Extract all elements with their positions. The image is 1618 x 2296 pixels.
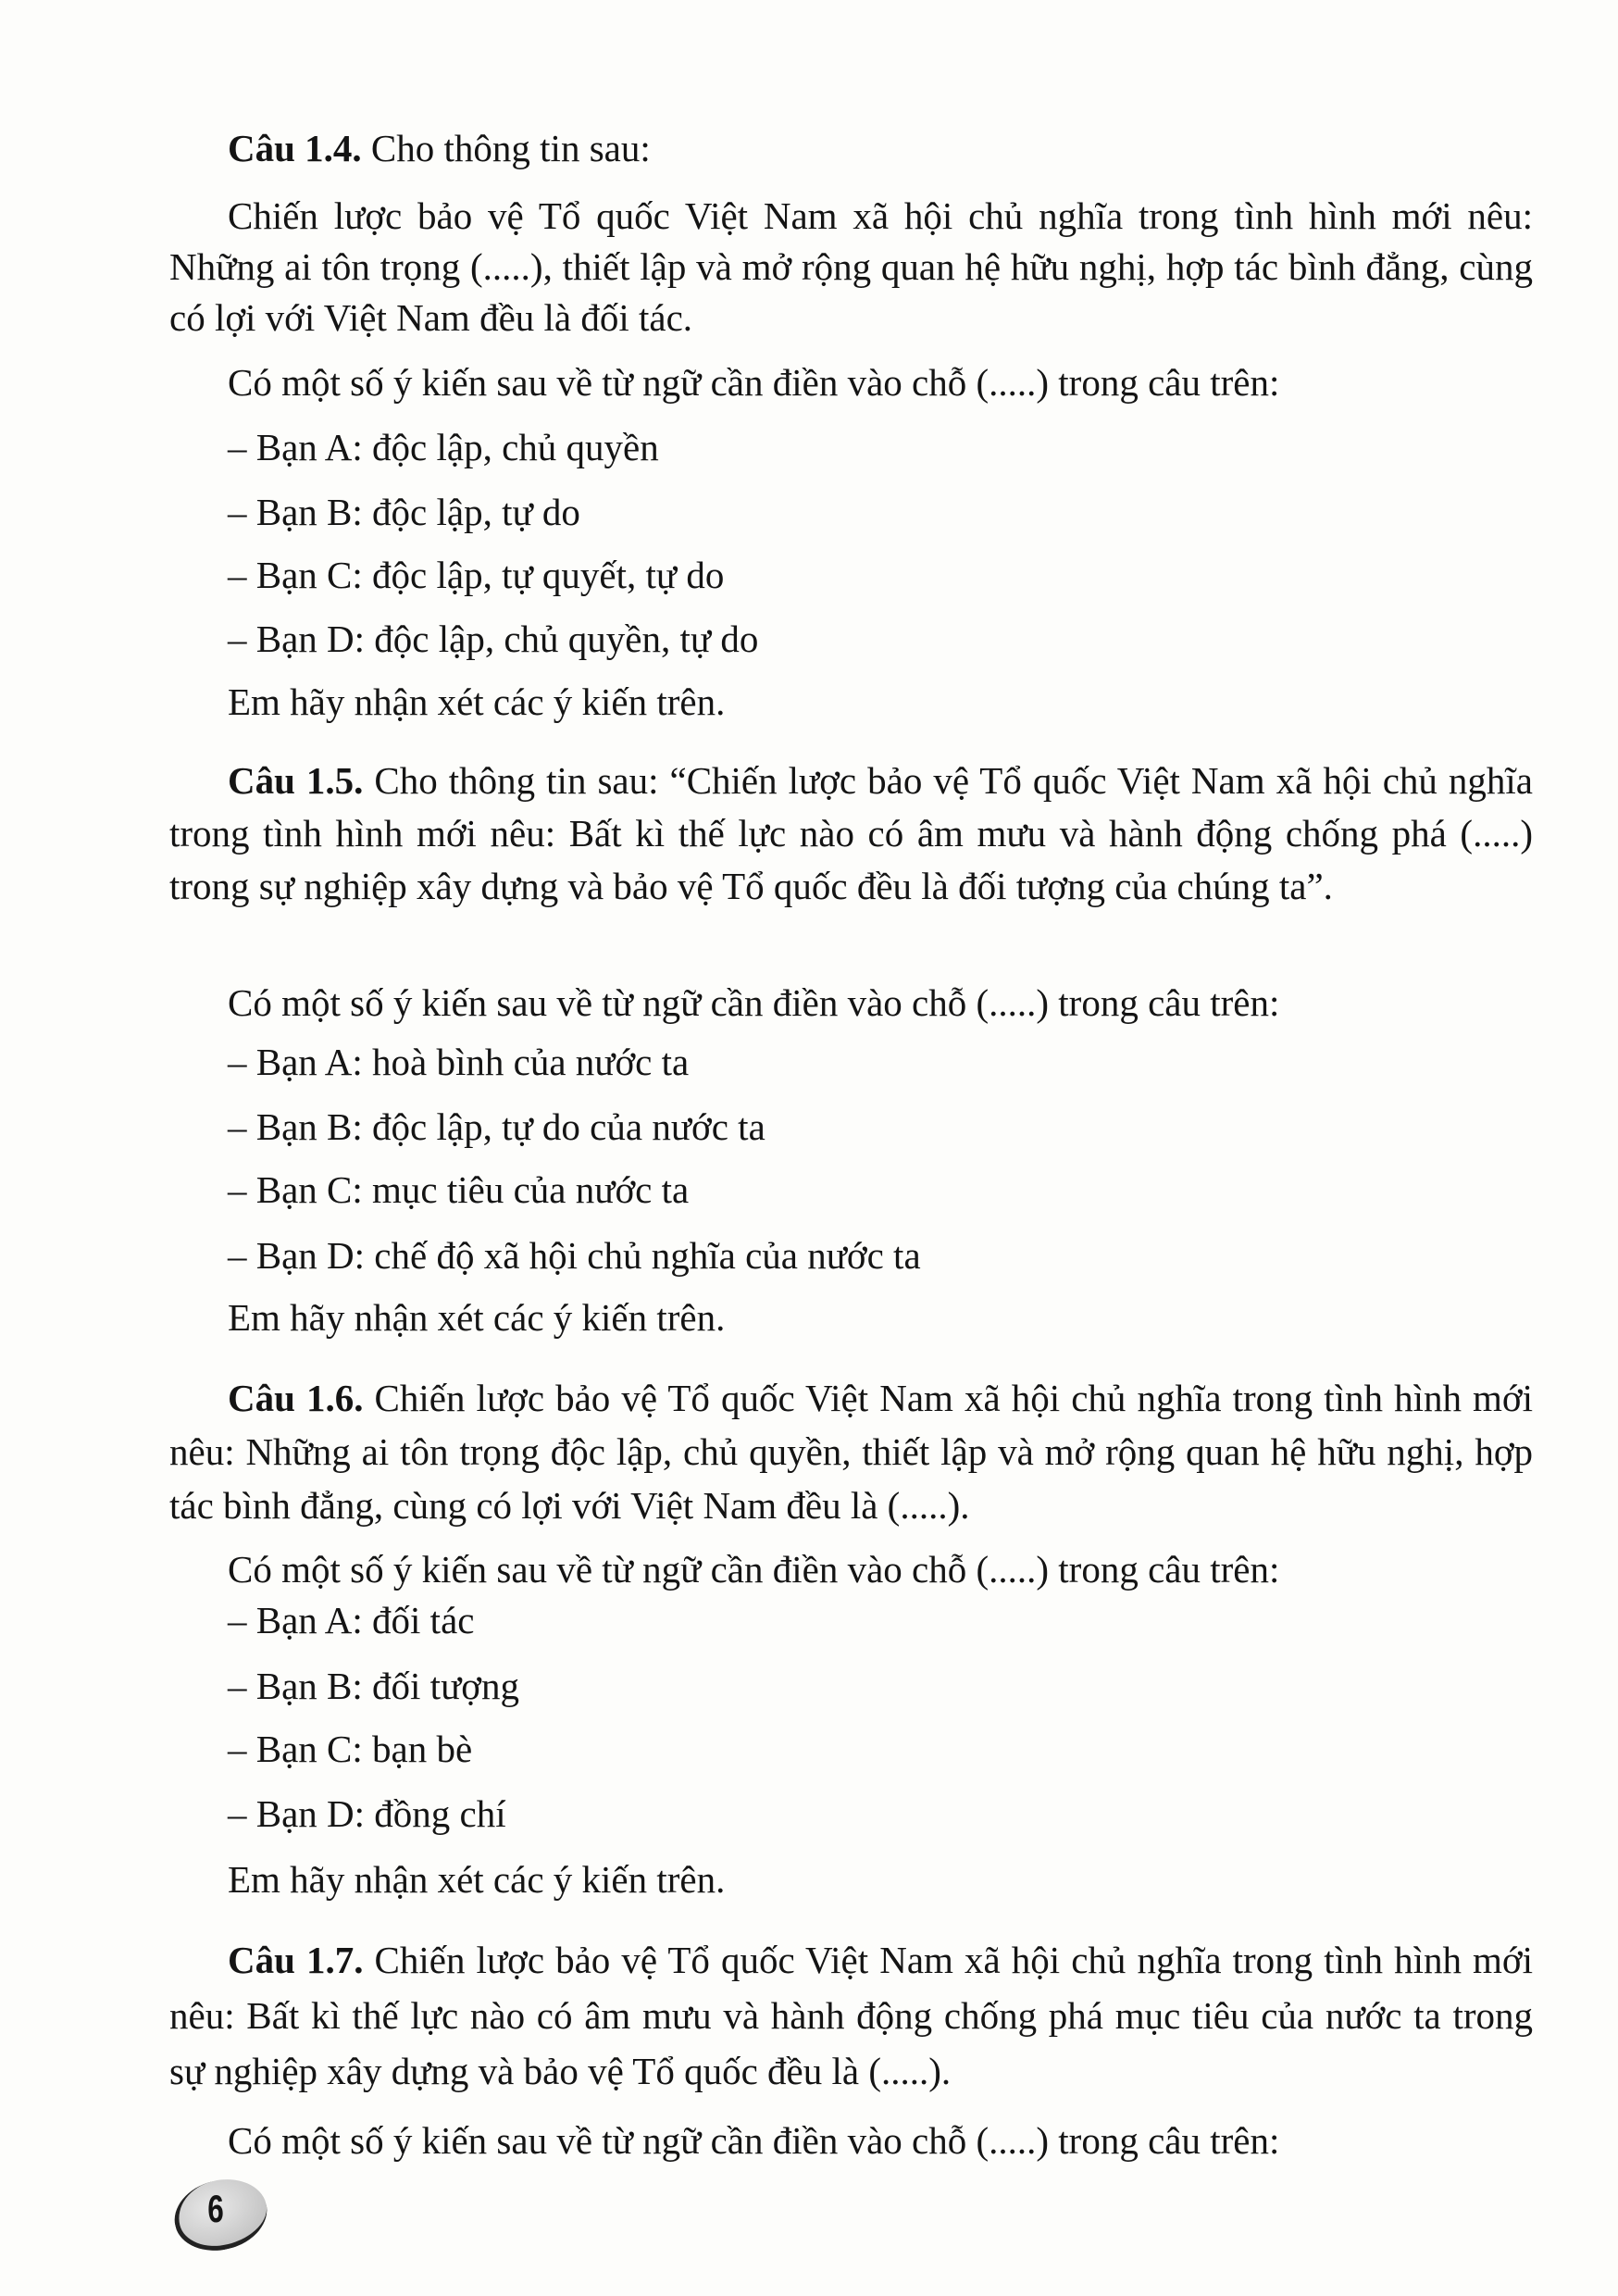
question-title: Cho thông tin sau: xyxy=(361,127,651,169)
question-1-7-prompt: Có một số ý kiến sau về từ ngữ cần điền vào chỗ (.....) trong câu trên: xyxy=(228,2119,1280,2162)
option-c: – Bạn C: độc lập, tự quyết, tự do xyxy=(228,554,725,596)
question-label: Câu 1.5. xyxy=(228,759,364,802)
question-body: Chiến lược bảo vệ Tổ quốc Việt Nam xã hội chủ nghĩa trong tình hình mới nêu: Những ai tôn trọng độc lập, chủ quyền, thiết lập và mở rộng quan hệ hữu nghị, hợp tác bình đẳng, cùng có lợi với Việt Nam đều là (.....). xyxy=(169,1377,1533,1527)
option-a: – Bạn A: hoà bình của nước ta xyxy=(228,1041,690,1083)
question-label: Câu 1.7. xyxy=(228,1939,364,1981)
option-b: – Bạn B: độc lập, tự do xyxy=(228,491,580,533)
question-1-6-text xyxy=(169,1371,1533,1532)
question-1-4-task: Em hãy nhận xét các ý kiến trên. xyxy=(228,680,726,723)
question-label: Câu 1.6. xyxy=(228,1377,364,1419)
option-c: – Bạn C: bạn bè xyxy=(228,1728,473,1770)
option-b: – Bạn B: độc lập, tự do của nước ta xyxy=(228,1105,765,1148)
option-c: – Bạn C: mục tiêu của nước ta xyxy=(228,1168,690,1211)
option-a: – Bạn A: độc lập, chủ quyền xyxy=(228,426,659,468)
option-d: – Bạn D: độc lập, chủ quyền, tự do xyxy=(228,618,759,660)
question-1-5-task: Em hãy nhận xét các ý kiến trên. xyxy=(228,1296,726,1339)
question-body: Cho thông tin sau: “Chiến lược bảo vệ Tổ quốc Việt Nam xã hội chủ nghĩa trong tình hình mới nêu: Bất kì thế lực nào có âm mưu và hành động chống phá (.....) trong sự nghiệp xây dựng và bảo vệ Tổ quốc đều là đối tượng của chúng ta”. xyxy=(169,759,1533,907)
question-1-5-text xyxy=(169,755,1533,913)
question-1-6-prompt: Có một số ý kiến sau về từ ngữ cần điền vào chỗ (.....) trong câu trên: xyxy=(228,1548,1280,1591)
question-1-4-heading xyxy=(169,121,1533,175)
option-b: – Bạn B: đối tượng xyxy=(228,1665,519,1707)
option-a: – Bạn A: đối tác xyxy=(228,1599,475,1641)
option-d: – Bạn D: chế độ xã hội chủ nghĩa của nước ta xyxy=(228,1234,921,1277)
question-1-4-info: Chiến lược bảo vệ Tổ quốc Việt Nam xã hội chủ nghĩa trong tình hình mới nêu: Những ai tôn trọng (.....), thiết lập và mở rộng quan hệ hữu nghị, hợp tác bình đẳng, cùng có lợi với Việt Nam đều là đối tác. xyxy=(169,194,1533,339)
page-number: 6 xyxy=(207,2187,224,2231)
page-number-badge xyxy=(167,2170,274,2260)
question-body: Chiến lược bảo vệ Tổ quốc Việt Nam xã hội chủ nghĩa trong tình hình mới nêu: Bất kì thế lực nào có âm mưu và hành động chống phá mục tiêu của nước ta trong sự nghiệp xây dựng và bảo vệ Tổ quốc đều là (.....). xyxy=(169,1939,1533,2092)
question-1-5-prompt: Có một số ý kiến sau về từ ngữ cần điền vào chỗ (.....) trong câu trên: xyxy=(228,981,1280,1024)
question-1-4-prompt: Có một số ý kiến sau về từ ngữ cần điền vào chỗ (.....) trong câu trên: xyxy=(228,361,1280,404)
option-d: – Bạn D: đồng chí xyxy=(228,1792,506,1835)
question-label: Câu 1.4. xyxy=(228,127,362,169)
question-1-7-text xyxy=(169,1932,1533,2099)
question-1-6-task: Em hãy nhận xét các ý kiến trên. xyxy=(228,1858,726,1901)
